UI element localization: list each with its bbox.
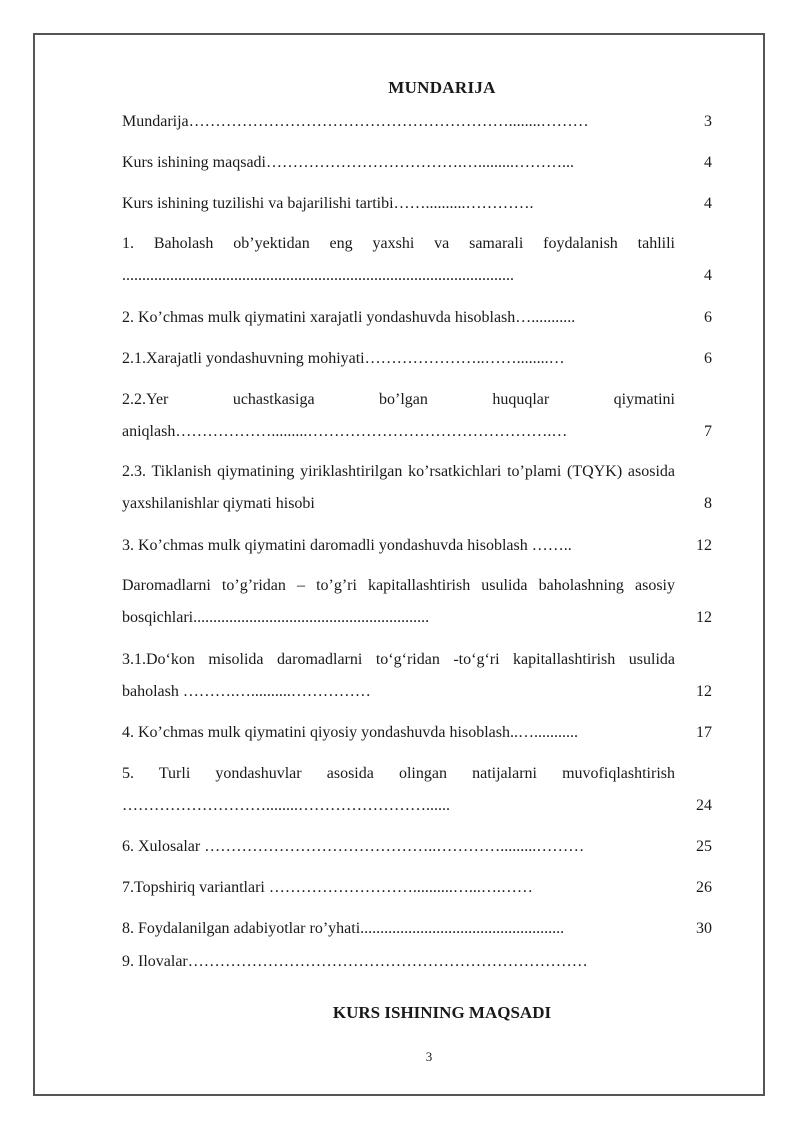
- toc-entry-text: 6. Xulosalar ……………………………………..………….........………: [122, 838, 585, 855]
- toc-entry[interactable]: [122, 913, 712, 945]
- toc-entry[interactable]: [122, 228, 712, 292]
- toc-entry-page: 6: [704, 350, 712, 367]
- toc-entry[interactable]: [122, 644, 712, 708]
- toc-entry-text: Kurs ishining tuzilishi va bajarilishi tartibi……..........………….: [122, 195, 534, 212]
- toc-entry[interactable]: [122, 758, 712, 822]
- toc-entry-page: 12: [696, 609, 712, 626]
- toc-entry-page: 6: [704, 309, 712, 326]
- toc-entry-page: 7: [704, 423, 712, 440]
- toc-entry-text: 3.1.Do‘kon misolida daromadlarni to‘g‘ridan -to‘g‘ri kapitallashtirish usulida baholash ……….…..........……………: [122, 651, 675, 700]
- toc-title: MUNDARIJA: [388, 78, 496, 97]
- toc-entry-text: 9. Ilovalar…………………………………………………………………: [122, 953, 588, 970]
- toc-entry-page: 30: [696, 920, 712, 937]
- toc-entry-text: 5. Turli yondashuvlar asosida olingan natijalarni muvofiqlashtirish ………………………........……………………......: [122, 765, 675, 814]
- toc-entry-text: 2.3. Tiklanish qiymatining yiriklashtirilgan ko’rsatkichlari to’plami (TQYK) asosida yaxshilanishlar qiymati hisobi: [122, 463, 675, 512]
- toc-entry-text: Kurs ishining maqsadi……………………………….….........………...: [122, 154, 574, 171]
- toc-entry[interactable]: [122, 570, 712, 634]
- toc-entry-page: 4: [704, 267, 712, 284]
- toc-entry-text: 2.1.Xarajatli yondashuvning mohiyati…………………..……........…: [122, 350, 565, 367]
- page-number: 3: [425, 1049, 433, 1064]
- toc-entry-text: 7.Topshiriq variantlari ………………………..........…...….……: [122, 879, 533, 896]
- toc-entry-page: 24: [696, 797, 712, 814]
- toc-entry[interactable]: [122, 106, 712, 138]
- toc-entry[interactable]: [122, 946, 712, 978]
- toc-entry-page: 4: [704, 195, 712, 212]
- section-heading: KURS ISHINING MAQSADI: [332, 1003, 552, 1022]
- toc-entry[interactable]: [122, 872, 712, 904]
- toc-entry-text: 3. Ko’chmas mulk qiymatini daromadli yondashuvda hisoblash ……..: [122, 537, 572, 554]
- toc-entry-text: 4. Ko’chmas mulk qiymatini qiyosiy yondashuvda hisoblash..…...........: [122, 724, 578, 741]
- toc-entry-text: 8. Foydalanilgan adabiyotlar ro’yhati...................................................: [122, 920, 565, 937]
- toc-entry[interactable]: [122, 188, 712, 220]
- toc-entry-page: 26: [696, 879, 712, 896]
- toc-entry[interactable]: [122, 147, 712, 179]
- toc-entry[interactable]: [122, 343, 712, 375]
- toc-entry-text: 2.2.Yer uchastkasiga bo’lgan huquqlar qiymatini aniqlash……………….........……………………………………….…: [122, 391, 675, 440]
- toc-entry[interactable]: [122, 831, 712, 863]
- toc-entry-text: 1. Baholash ob’yektidan eng yaxshi va samarali foydalanish tahlili ..................................................................................................: [122, 235, 675, 284]
- toc-entry-text: Mundarija……………………………………………………........………: [122, 113, 589, 130]
- toc-entry[interactable]: [122, 384, 712, 448]
- toc-entry[interactable]: [122, 302, 712, 334]
- toc-entry-page: 3: [704, 113, 712, 130]
- toc-entry-text: Daromadlarni to’g’ridan – to’g’ri kapitallashtirish usulida baholashning asosiy bosqichlari...........................................................: [122, 577, 675, 626]
- toc-entry-page: 17: [696, 724, 712, 741]
- toc-entry[interactable]: [122, 717, 712, 749]
- toc-entry[interactable]: [122, 530, 712, 562]
- toc-entry-page: 25: [696, 838, 712, 855]
- toc-entry-text: 2. Ko’chmas mulk qiymatini xarajatli yondashuvda hisoblash…...........: [122, 309, 576, 326]
- toc-entry-page: 12: [696, 537, 712, 554]
- toc-entry[interactable]: [122, 456, 712, 520]
- toc-entry-page: 8: [704, 495, 712, 512]
- toc-entry-page: 12: [696, 683, 712, 700]
- toc-entry-page: 4: [704, 154, 712, 171]
